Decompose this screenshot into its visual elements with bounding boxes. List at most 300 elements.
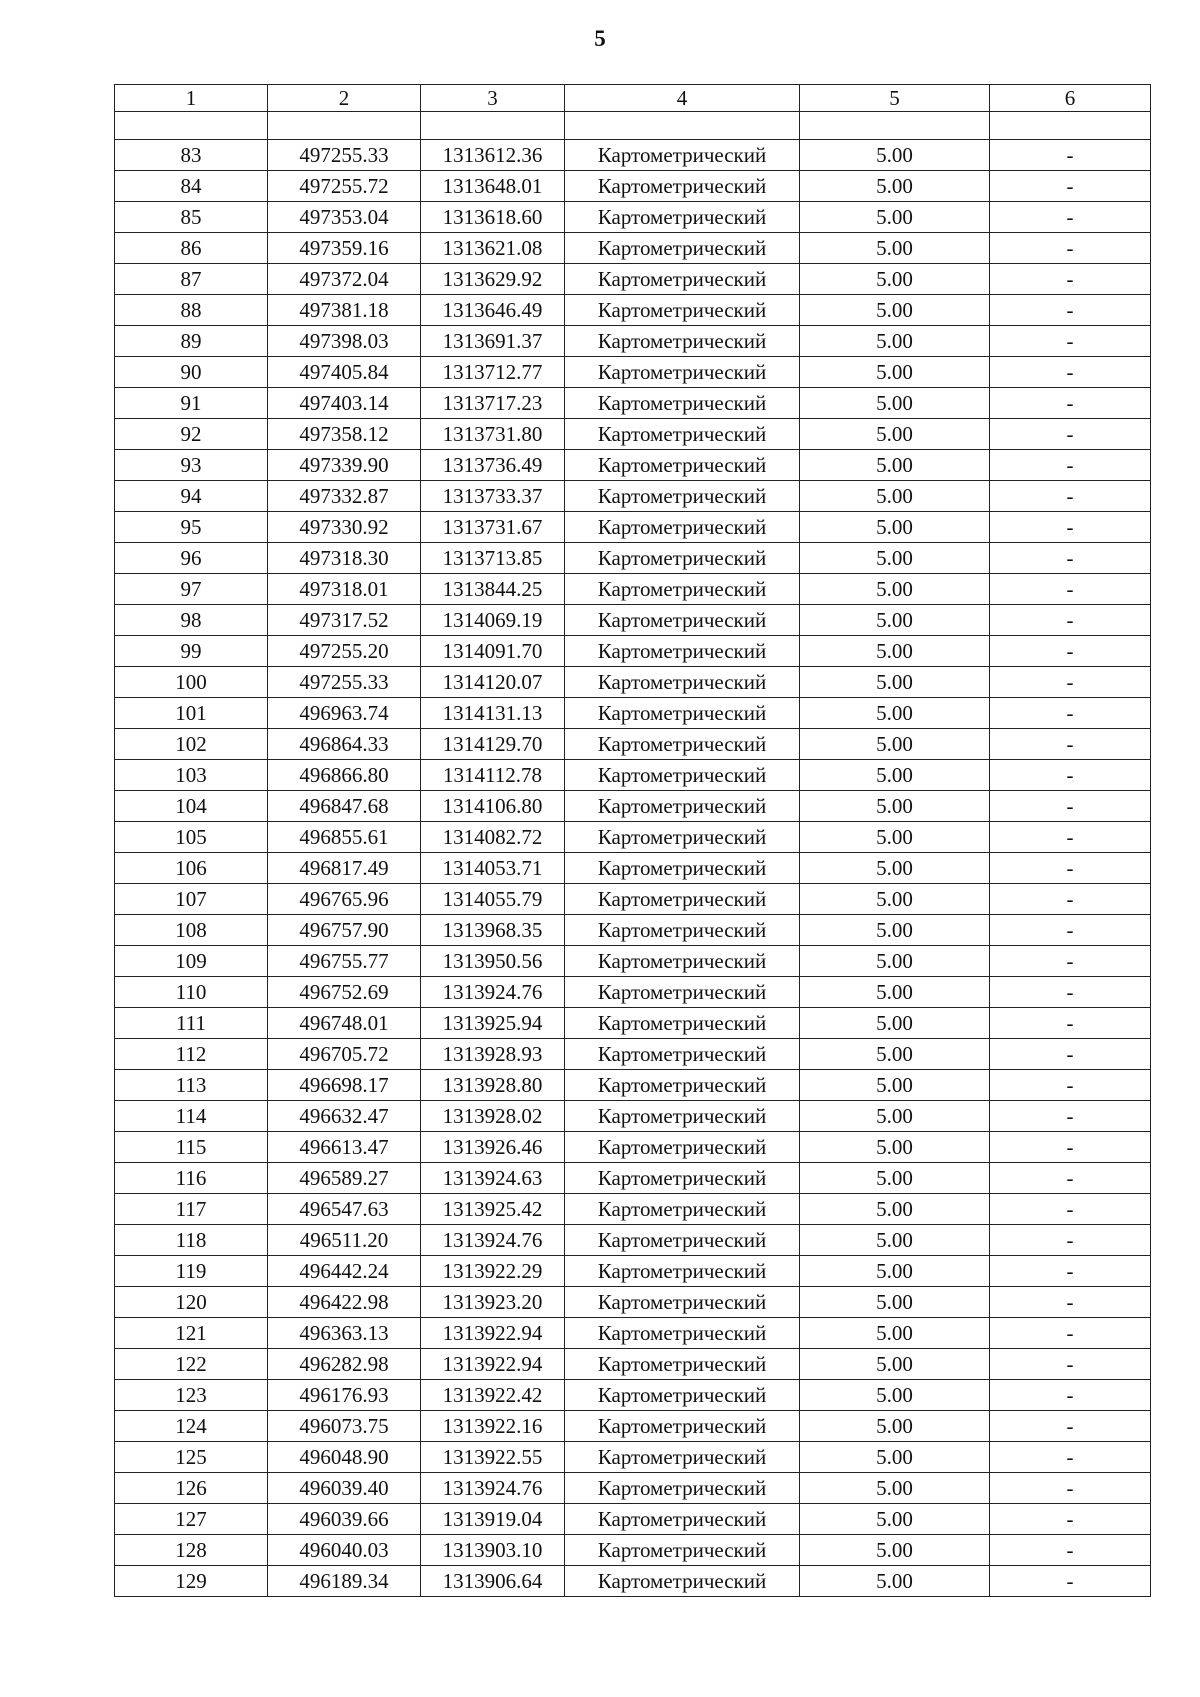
table-body bbox=[115, 112, 1151, 1597]
x-coordinate-cell: 496817.49 bbox=[268, 853, 421, 884]
point-number-cell: 94 bbox=[115, 481, 268, 512]
note-cell: - bbox=[990, 729, 1151, 760]
point-number-cell: 129 bbox=[115, 1566, 268, 1597]
point-number-cell: 108 bbox=[115, 915, 268, 946]
table-row bbox=[115, 884, 1151, 915]
accuracy-cell: 5.00 bbox=[800, 698, 990, 729]
table-row bbox=[115, 1380, 1151, 1411]
accuracy-cell: 5.00 bbox=[800, 574, 990, 605]
y-coordinate-cell: 1313922.42 bbox=[421, 1380, 565, 1411]
table-row bbox=[115, 1411, 1151, 1442]
point-number-cell: 90 bbox=[115, 357, 268, 388]
accuracy-cell: 5.00 bbox=[800, 1473, 990, 1504]
x-coordinate-cell: 497255.20 bbox=[268, 636, 421, 667]
x-coordinate-cell: 497255.72 bbox=[268, 171, 421, 202]
table-row bbox=[115, 1473, 1151, 1504]
point-number-cell: 102 bbox=[115, 729, 268, 760]
note-cell: - bbox=[990, 1380, 1151, 1411]
y-coordinate-cell: 1313924.63 bbox=[421, 1163, 565, 1194]
table-row bbox=[115, 1225, 1151, 1256]
accuracy-cell: 5.00 bbox=[800, 1566, 990, 1597]
point-number-cell: 92 bbox=[115, 419, 268, 450]
method-cell: Картометрический bbox=[565, 1566, 800, 1597]
method-cell: Картометрический bbox=[565, 1194, 800, 1225]
method-cell: Картометрический bbox=[565, 388, 800, 419]
method-cell: Картометрический bbox=[565, 884, 800, 915]
method-cell: Картометрический bbox=[565, 357, 800, 388]
accuracy-cell: 5.00 bbox=[800, 512, 990, 543]
y-coordinate-cell: 1313950.56 bbox=[421, 946, 565, 977]
table-row bbox=[115, 233, 1151, 264]
point-number-cell: 117 bbox=[115, 1194, 268, 1225]
table-cell bbox=[800, 112, 990, 140]
y-coordinate-cell: 1314091.70 bbox=[421, 636, 565, 667]
x-coordinate-cell: 496422.98 bbox=[268, 1287, 421, 1318]
point-number-cell: 106 bbox=[115, 853, 268, 884]
note-cell: - bbox=[990, 1535, 1151, 1566]
y-coordinate-cell: 1313612.36 bbox=[421, 140, 565, 171]
point-number-cell: 93 bbox=[115, 450, 268, 481]
accuracy-cell: 5.00 bbox=[800, 419, 990, 450]
method-cell: Картометрический bbox=[565, 946, 800, 977]
point-number-cell: 89 bbox=[115, 326, 268, 357]
x-coordinate-cell: 496039.66 bbox=[268, 1504, 421, 1535]
x-coordinate-cell: 496705.72 bbox=[268, 1039, 421, 1070]
method-cell: Картометрический bbox=[565, 1380, 800, 1411]
y-coordinate-cell: 1314129.70 bbox=[421, 729, 565, 760]
note-cell: - bbox=[990, 822, 1151, 853]
method-cell: Картометрический bbox=[565, 450, 800, 481]
x-coordinate-cell: 497403.14 bbox=[268, 388, 421, 419]
table-row bbox=[115, 171, 1151, 202]
point-number-cell: 122 bbox=[115, 1349, 268, 1380]
note-cell: - bbox=[990, 1008, 1151, 1039]
point-number-cell: 91 bbox=[115, 388, 268, 419]
table-row bbox=[115, 543, 1151, 574]
x-coordinate-cell: 497381.18 bbox=[268, 295, 421, 326]
note-cell: - bbox=[990, 388, 1151, 419]
y-coordinate-cell: 1313629.92 bbox=[421, 264, 565, 295]
x-coordinate-cell: 497317.52 bbox=[268, 605, 421, 636]
table-cell bbox=[268, 112, 421, 140]
method-cell: Картометрический bbox=[565, 667, 800, 698]
method-cell: Картометрический bbox=[565, 1256, 800, 1287]
y-coordinate-cell: 1313646.49 bbox=[421, 295, 565, 326]
point-number-cell: 100 bbox=[115, 667, 268, 698]
accuracy-cell: 5.00 bbox=[800, 667, 990, 698]
point-number-cell: 109 bbox=[115, 946, 268, 977]
method-cell: Картометрический bbox=[565, 698, 800, 729]
point-number-cell: 88 bbox=[115, 295, 268, 326]
x-coordinate-cell: 496757.90 bbox=[268, 915, 421, 946]
point-number-cell: 124 bbox=[115, 1411, 268, 1442]
table-header bbox=[115, 85, 1151, 112]
point-number-cell: 83 bbox=[115, 140, 268, 171]
accuracy-cell: 5.00 bbox=[800, 450, 990, 481]
note-cell: - bbox=[990, 233, 1151, 264]
method-cell: Картометрический bbox=[565, 512, 800, 543]
accuracy-cell: 5.00 bbox=[800, 481, 990, 512]
y-coordinate-cell: 1313925.94 bbox=[421, 1008, 565, 1039]
point-number-cell: 107 bbox=[115, 884, 268, 915]
x-coordinate-cell: 496073.75 bbox=[268, 1411, 421, 1442]
point-number-cell: 128 bbox=[115, 1535, 268, 1566]
accuracy-cell: 5.00 bbox=[800, 729, 990, 760]
column-header-1: 1 bbox=[115, 85, 268, 112]
y-coordinate-cell: 1313928.93 bbox=[421, 1039, 565, 1070]
table-row bbox=[115, 698, 1151, 729]
accuracy-cell: 5.00 bbox=[800, 977, 990, 1008]
table-row bbox=[115, 264, 1151, 295]
y-coordinate-cell: 1313618.60 bbox=[421, 202, 565, 233]
y-coordinate-cell: 1313733.37 bbox=[421, 481, 565, 512]
method-cell: Картометрический bbox=[565, 1132, 800, 1163]
method-cell: Картометрический bbox=[565, 202, 800, 233]
note-cell: - bbox=[990, 357, 1151, 388]
note-cell: - bbox=[990, 1070, 1151, 1101]
x-coordinate-cell: 497255.33 bbox=[268, 140, 421, 171]
table-row bbox=[115, 1318, 1151, 1349]
column-header-3: 3 bbox=[421, 85, 565, 112]
table-row bbox=[115, 853, 1151, 884]
note-cell: - bbox=[990, 1411, 1151, 1442]
y-coordinate-cell: 1313648.01 bbox=[421, 171, 565, 202]
accuracy-cell: 5.00 bbox=[800, 1256, 990, 1287]
method-cell: Картометрический bbox=[565, 1287, 800, 1318]
table-row bbox=[115, 357, 1151, 388]
x-coordinate-cell: 496039.40 bbox=[268, 1473, 421, 1504]
accuracy-cell: 5.00 bbox=[800, 605, 990, 636]
method-cell: Картометрический bbox=[565, 140, 800, 171]
note-cell: - bbox=[990, 543, 1151, 574]
method-cell: Картометрический bbox=[565, 1318, 800, 1349]
point-number-cell: 126 bbox=[115, 1473, 268, 1504]
method-cell: Картометрический bbox=[565, 1008, 800, 1039]
table-row bbox=[115, 1442, 1151, 1473]
method-cell: Картометрический bbox=[565, 543, 800, 574]
accuracy-cell: 5.00 bbox=[800, 1380, 990, 1411]
method-cell: Картометрический bbox=[565, 1504, 800, 1535]
header-row bbox=[115, 85, 1151, 112]
point-number-cell: 127 bbox=[115, 1504, 268, 1535]
y-coordinate-cell: 1314082.72 bbox=[421, 822, 565, 853]
accuracy-cell: 5.00 bbox=[800, 543, 990, 574]
column-header-5: 5 bbox=[800, 85, 990, 112]
table-row bbox=[115, 1039, 1151, 1070]
note-cell: - bbox=[990, 1566, 1151, 1597]
table-row bbox=[115, 605, 1151, 636]
accuracy-cell: 5.00 bbox=[800, 946, 990, 977]
table-row bbox=[115, 946, 1151, 977]
method-cell: Картометрический bbox=[565, 791, 800, 822]
table-row bbox=[115, 667, 1151, 698]
table-row bbox=[115, 760, 1151, 791]
x-coordinate-cell: 497318.01 bbox=[268, 574, 421, 605]
x-coordinate-cell: 496765.96 bbox=[268, 884, 421, 915]
y-coordinate-cell: 1313922.29 bbox=[421, 1256, 565, 1287]
point-number-cell: 86 bbox=[115, 233, 268, 264]
x-coordinate-cell: 496963.74 bbox=[268, 698, 421, 729]
table-cell bbox=[115, 112, 268, 140]
accuracy-cell: 5.00 bbox=[800, 1287, 990, 1318]
point-number-cell: 118 bbox=[115, 1225, 268, 1256]
table-row bbox=[115, 450, 1151, 481]
x-coordinate-cell: 496748.01 bbox=[268, 1008, 421, 1039]
x-coordinate-cell: 496752.69 bbox=[268, 977, 421, 1008]
note-cell: - bbox=[990, 1504, 1151, 1535]
x-coordinate-cell: 496040.03 bbox=[268, 1535, 421, 1566]
point-number-cell: 87 bbox=[115, 264, 268, 295]
note-cell: - bbox=[990, 1318, 1151, 1349]
accuracy-cell: 5.00 bbox=[800, 791, 990, 822]
point-number-cell: 101 bbox=[115, 698, 268, 729]
y-coordinate-cell: 1313713.85 bbox=[421, 543, 565, 574]
note-cell: - bbox=[990, 1039, 1151, 1070]
point-number-cell: 84 bbox=[115, 171, 268, 202]
table-row bbox=[115, 295, 1151, 326]
x-coordinate-cell: 497405.84 bbox=[268, 357, 421, 388]
method-cell: Картометрический bbox=[565, 1070, 800, 1101]
y-coordinate-cell: 1313924.76 bbox=[421, 1225, 565, 1256]
method-cell: Картометрический bbox=[565, 574, 800, 605]
x-coordinate-cell: 496189.34 bbox=[268, 1566, 421, 1597]
note-cell: - bbox=[990, 791, 1151, 822]
table-cell bbox=[990, 112, 1151, 140]
table-row bbox=[115, 1163, 1151, 1194]
table-cell bbox=[421, 112, 565, 140]
x-coordinate-cell: 496048.90 bbox=[268, 1442, 421, 1473]
note-cell: - bbox=[990, 1287, 1151, 1318]
table-row bbox=[115, 512, 1151, 543]
table-cell bbox=[565, 112, 800, 140]
note-cell: - bbox=[990, 636, 1151, 667]
table-row bbox=[115, 1008, 1151, 1039]
point-number-cell: 111 bbox=[115, 1008, 268, 1039]
x-coordinate-cell: 496847.68 bbox=[268, 791, 421, 822]
x-coordinate-cell: 497359.16 bbox=[268, 233, 421, 264]
table-row bbox=[115, 481, 1151, 512]
column-header-2: 2 bbox=[268, 85, 421, 112]
note-cell: - bbox=[990, 512, 1151, 543]
accuracy-cell: 5.00 bbox=[800, 1163, 990, 1194]
method-cell: Картометрический bbox=[565, 853, 800, 884]
y-coordinate-cell: 1313736.49 bbox=[421, 450, 565, 481]
x-coordinate-cell: 497398.03 bbox=[268, 326, 421, 357]
table-row bbox=[115, 1256, 1151, 1287]
table-row bbox=[115, 1566, 1151, 1597]
note-cell: - bbox=[990, 1194, 1151, 1225]
note-cell: - bbox=[990, 760, 1151, 791]
y-coordinate-cell: 1313928.02 bbox=[421, 1101, 565, 1132]
accuracy-cell: 5.00 bbox=[800, 1225, 990, 1256]
accuracy-cell: 5.00 bbox=[800, 636, 990, 667]
y-coordinate-cell: 1313928.80 bbox=[421, 1070, 565, 1101]
note-cell: - bbox=[990, 140, 1151, 171]
method-cell: Картометрический bbox=[565, 1473, 800, 1504]
method-cell: Картометрический bbox=[565, 1349, 800, 1380]
y-coordinate-cell: 1314053.71 bbox=[421, 853, 565, 884]
table-row bbox=[115, 1504, 1151, 1535]
y-coordinate-cell: 1313924.76 bbox=[421, 977, 565, 1008]
point-number-cell: 113 bbox=[115, 1070, 268, 1101]
column-header-6: 6 bbox=[990, 85, 1151, 112]
x-coordinate-cell: 496866.80 bbox=[268, 760, 421, 791]
point-number-cell: 98 bbox=[115, 605, 268, 636]
method-cell: Картометрический bbox=[565, 264, 800, 295]
method-cell: Картометрический bbox=[565, 1442, 800, 1473]
x-coordinate-cell: 497330.92 bbox=[268, 512, 421, 543]
point-number-cell: 104 bbox=[115, 791, 268, 822]
table-row bbox=[115, 1101, 1151, 1132]
blank-row bbox=[115, 112, 1151, 140]
table-row bbox=[115, 791, 1151, 822]
y-coordinate-cell: 1314069.19 bbox=[421, 605, 565, 636]
note-cell: - bbox=[990, 326, 1151, 357]
x-coordinate-cell: 496547.63 bbox=[268, 1194, 421, 1225]
table-row bbox=[115, 1194, 1151, 1225]
method-cell: Картометрический bbox=[565, 481, 800, 512]
accuracy-cell: 5.00 bbox=[800, 1194, 990, 1225]
method-cell: Картометрический bbox=[565, 605, 800, 636]
x-coordinate-cell: 496363.13 bbox=[268, 1318, 421, 1349]
note-cell: - bbox=[990, 202, 1151, 233]
note-cell: - bbox=[990, 295, 1151, 326]
note-cell: - bbox=[990, 1442, 1151, 1473]
method-cell: Картометрический bbox=[565, 760, 800, 791]
note-cell: - bbox=[990, 481, 1151, 512]
point-number-cell: 123 bbox=[115, 1380, 268, 1411]
x-coordinate-cell: 497332.87 bbox=[268, 481, 421, 512]
column-header-4: 4 bbox=[565, 85, 800, 112]
table-row bbox=[115, 1287, 1151, 1318]
accuracy-cell: 5.00 bbox=[800, 853, 990, 884]
table-row bbox=[115, 977, 1151, 1008]
point-number-cell: 110 bbox=[115, 977, 268, 1008]
accuracy-cell: 5.00 bbox=[800, 1132, 990, 1163]
y-coordinate-cell: 1313968.35 bbox=[421, 915, 565, 946]
method-cell: Картометрический bbox=[565, 915, 800, 946]
y-coordinate-cell: 1313731.67 bbox=[421, 512, 565, 543]
point-number-cell: 95 bbox=[115, 512, 268, 543]
point-number-cell: 120 bbox=[115, 1287, 268, 1318]
point-number-cell: 96 bbox=[115, 543, 268, 574]
note-cell: - bbox=[990, 1473, 1151, 1504]
accuracy-cell: 5.00 bbox=[800, 1442, 990, 1473]
y-coordinate-cell: 1313922.16 bbox=[421, 1411, 565, 1442]
method-cell: Картометрический bbox=[565, 822, 800, 853]
x-coordinate-cell: 496632.47 bbox=[268, 1101, 421, 1132]
point-number-cell: 119 bbox=[115, 1256, 268, 1287]
note-cell: - bbox=[990, 1132, 1151, 1163]
y-coordinate-cell: 1314106.80 bbox=[421, 791, 565, 822]
table-row bbox=[115, 388, 1151, 419]
y-coordinate-cell: 1314120.07 bbox=[421, 667, 565, 698]
x-coordinate-cell: 496282.98 bbox=[268, 1349, 421, 1380]
table-row bbox=[115, 1132, 1151, 1163]
y-coordinate-cell: 1313926.46 bbox=[421, 1132, 565, 1163]
method-cell: Картометрический bbox=[565, 729, 800, 760]
method-cell: Картометрический bbox=[565, 1039, 800, 1070]
accuracy-cell: 5.00 bbox=[800, 1535, 990, 1566]
table-row bbox=[115, 636, 1151, 667]
x-coordinate-cell: 497318.30 bbox=[268, 543, 421, 574]
point-number-cell: 99 bbox=[115, 636, 268, 667]
table-row bbox=[115, 1070, 1151, 1101]
accuracy-cell: 5.00 bbox=[800, 822, 990, 853]
note-cell: - bbox=[990, 1256, 1151, 1287]
y-coordinate-cell: 1313717.23 bbox=[421, 388, 565, 419]
point-number-cell: 125 bbox=[115, 1442, 268, 1473]
note-cell: - bbox=[990, 171, 1151, 202]
point-number-cell: 105 bbox=[115, 822, 268, 853]
accuracy-cell: 5.00 bbox=[800, 357, 990, 388]
x-coordinate-cell: 496442.24 bbox=[268, 1256, 421, 1287]
method-cell: Картометрический bbox=[565, 326, 800, 357]
y-coordinate-cell: 1313903.10 bbox=[421, 1535, 565, 1566]
x-coordinate-cell: 496589.27 bbox=[268, 1163, 421, 1194]
note-cell: - bbox=[990, 450, 1151, 481]
y-coordinate-cell: 1313919.04 bbox=[421, 1504, 565, 1535]
note-cell: - bbox=[990, 419, 1151, 450]
x-coordinate-cell: 497339.90 bbox=[268, 450, 421, 481]
method-cell: Картометрический bbox=[565, 1411, 800, 1442]
note-cell: - bbox=[990, 946, 1151, 977]
method-cell: Картометрический bbox=[565, 233, 800, 264]
method-cell: Картометрический bbox=[565, 171, 800, 202]
y-coordinate-cell: 1314112.78 bbox=[421, 760, 565, 791]
note-cell: - bbox=[990, 698, 1151, 729]
method-cell: Картометрический bbox=[565, 1101, 800, 1132]
accuracy-cell: 5.00 bbox=[800, 760, 990, 791]
accuracy-cell: 5.00 bbox=[800, 388, 990, 419]
note-cell: - bbox=[990, 574, 1151, 605]
x-coordinate-cell: 496755.77 bbox=[268, 946, 421, 977]
y-coordinate-cell: 1313906.64 bbox=[421, 1566, 565, 1597]
coordinates-table bbox=[114, 84, 1151, 1597]
accuracy-cell: 5.00 bbox=[800, 1008, 990, 1039]
point-number-cell: 114 bbox=[115, 1101, 268, 1132]
x-coordinate-cell: 496864.33 bbox=[268, 729, 421, 760]
note-cell: - bbox=[990, 264, 1151, 295]
x-coordinate-cell: 496176.93 bbox=[268, 1380, 421, 1411]
point-number-cell: 85 bbox=[115, 202, 268, 233]
table-row bbox=[115, 915, 1151, 946]
method-cell: Картометрический bbox=[565, 1225, 800, 1256]
y-coordinate-cell: 1314131.13 bbox=[421, 698, 565, 729]
accuracy-cell: 5.00 bbox=[800, 1039, 990, 1070]
note-cell: - bbox=[990, 915, 1151, 946]
table-row bbox=[115, 1349, 1151, 1380]
table-row bbox=[115, 1535, 1151, 1566]
point-number-cell: 112 bbox=[115, 1039, 268, 1070]
accuracy-cell: 5.00 bbox=[800, 884, 990, 915]
accuracy-cell: 5.00 bbox=[800, 202, 990, 233]
x-coordinate-cell: 496855.61 bbox=[268, 822, 421, 853]
note-cell: - bbox=[990, 977, 1151, 1008]
table-row bbox=[115, 419, 1151, 450]
x-coordinate-cell: 496613.47 bbox=[268, 1132, 421, 1163]
note-cell: - bbox=[990, 1163, 1151, 1194]
note-cell: - bbox=[990, 853, 1151, 884]
method-cell: Картометрический bbox=[565, 1535, 800, 1566]
x-coordinate-cell: 497353.04 bbox=[268, 202, 421, 233]
x-coordinate-cell: 496511.20 bbox=[268, 1225, 421, 1256]
x-coordinate-cell: 497372.04 bbox=[268, 264, 421, 295]
note-cell: - bbox=[990, 884, 1151, 915]
accuracy-cell: 5.00 bbox=[800, 326, 990, 357]
accuracy-cell: 5.00 bbox=[800, 1349, 990, 1380]
note-cell: - bbox=[990, 667, 1151, 698]
